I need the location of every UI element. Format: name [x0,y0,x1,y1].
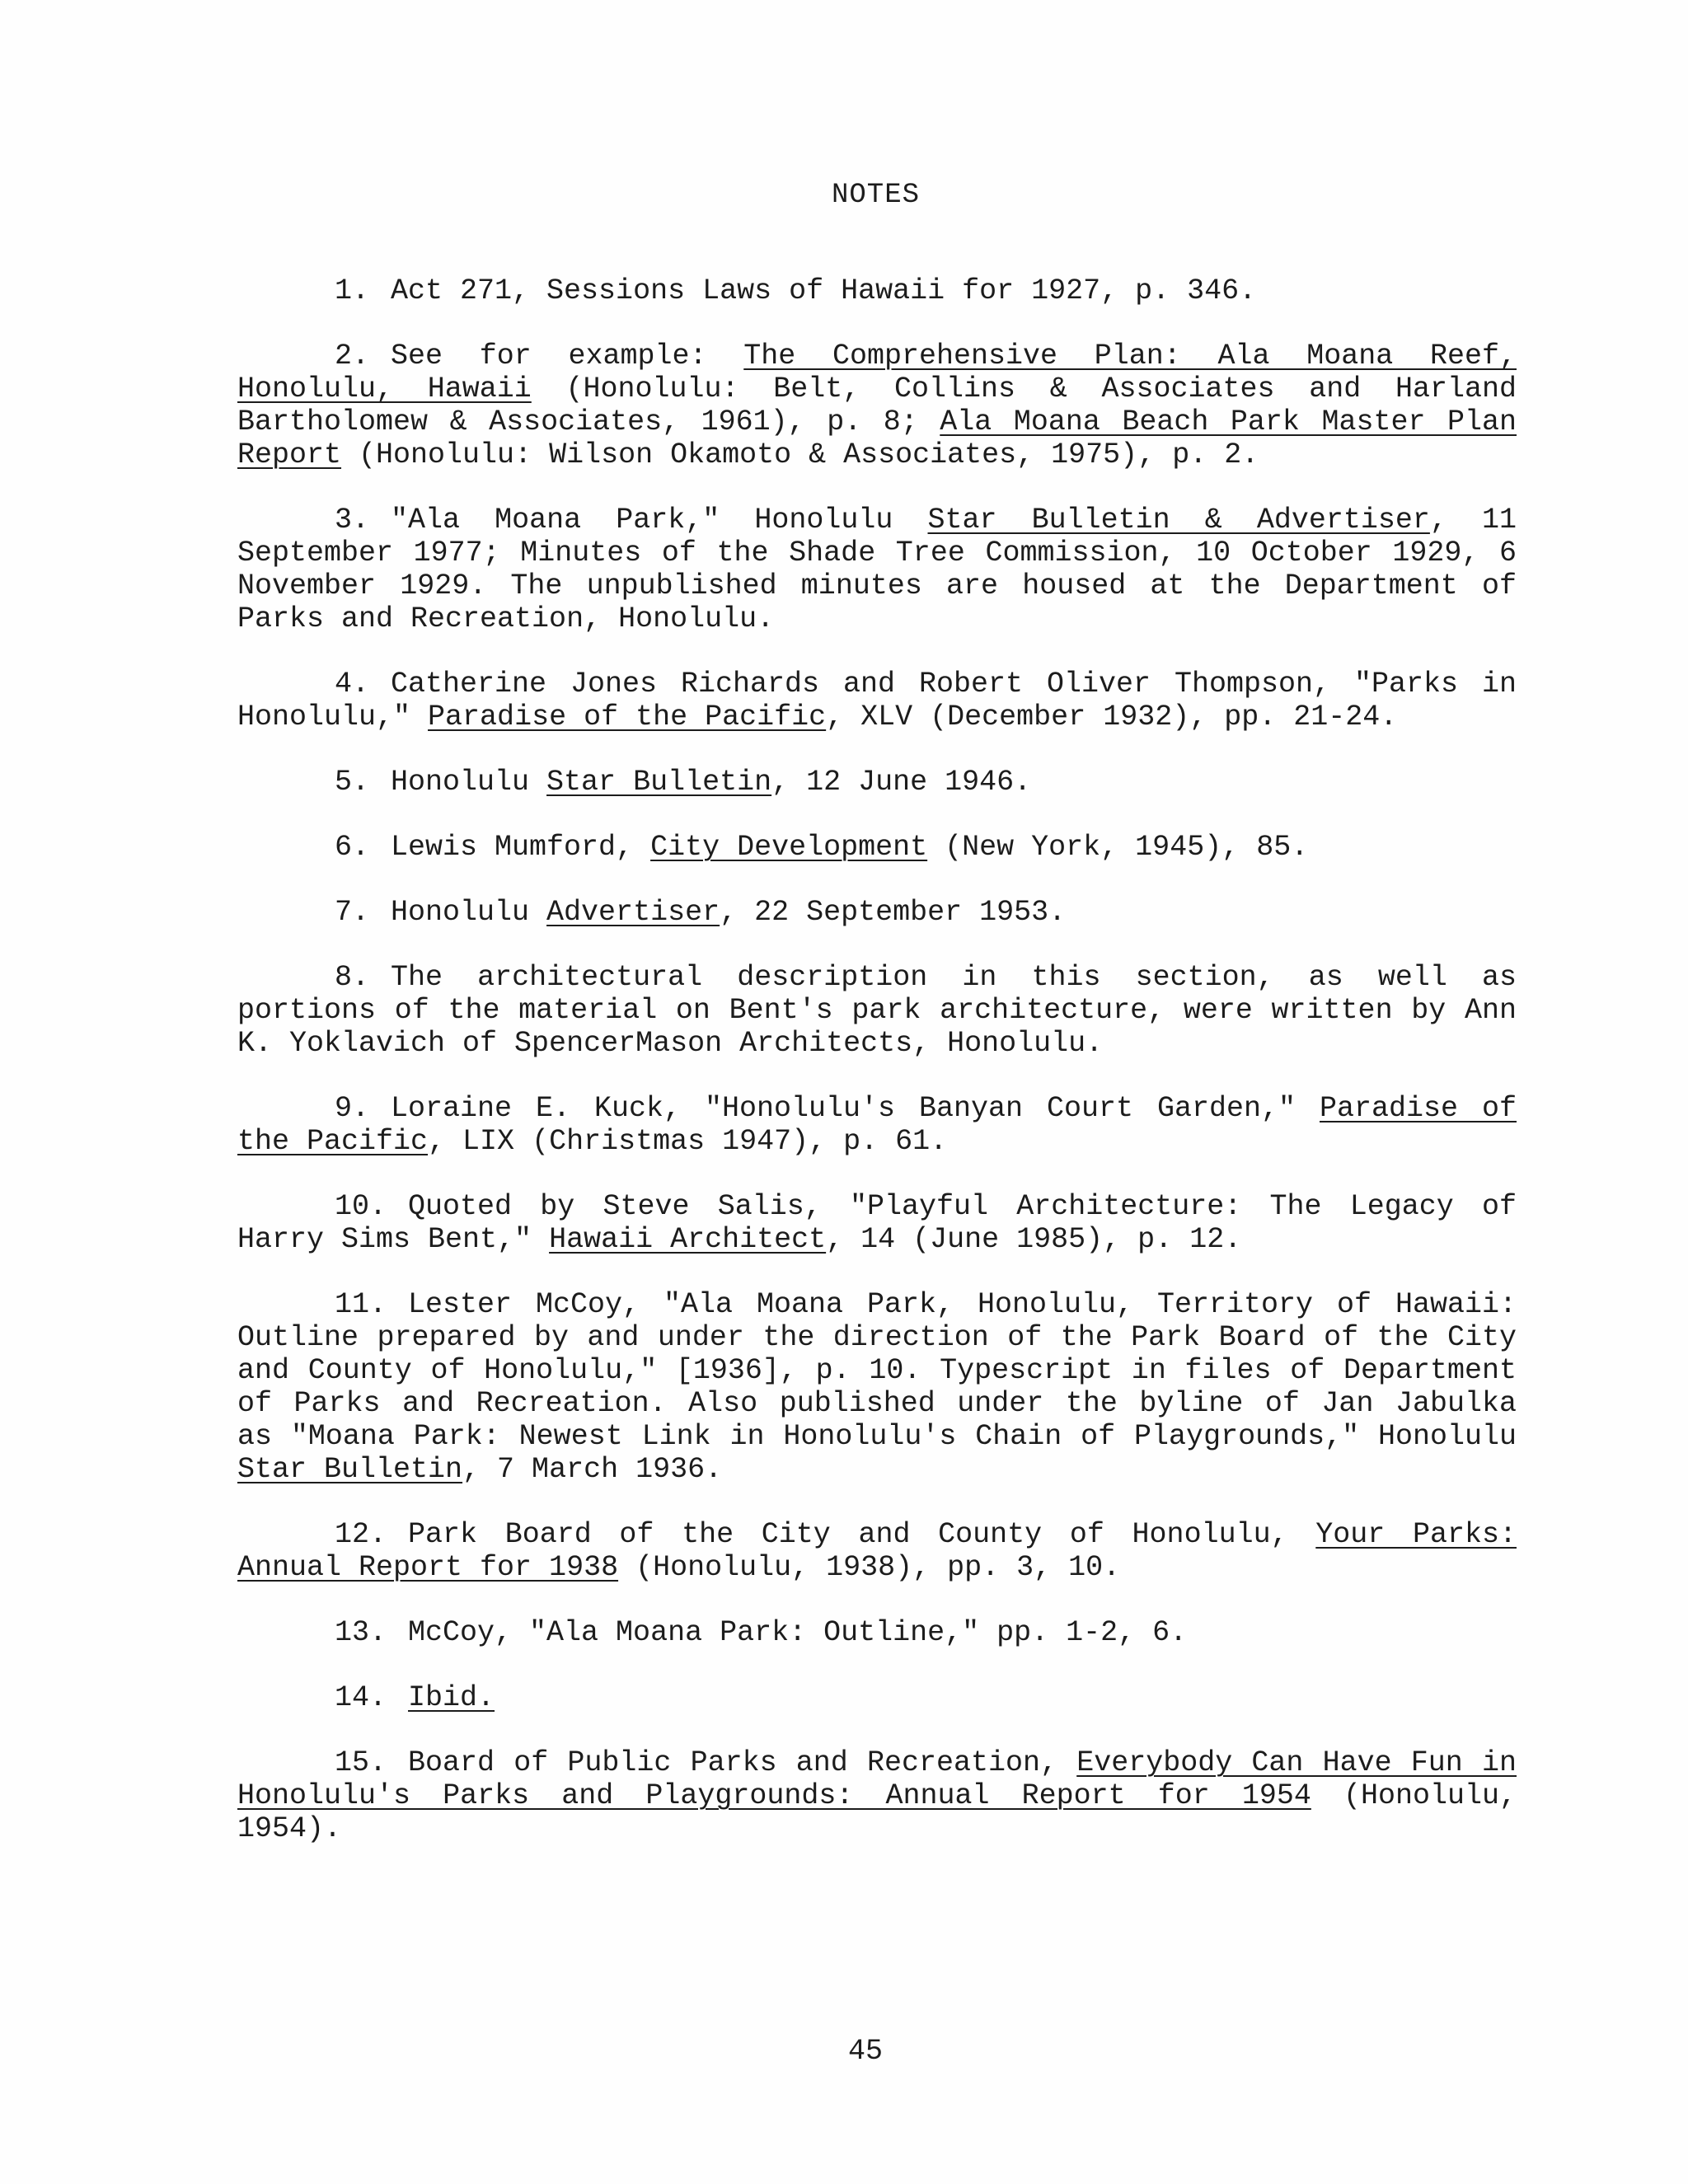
note-number: 14. [335,1681,387,1714]
note-text: The architectural description in this section, as well as portions of the material on Bent's park architecture, were written by Ann K. Yoklavich of SpencerMason Architects, Honolulu. [237,961,1517,1060]
note-text: Lewis Mumford, [391,831,651,864]
note-text: , 11 September 1977; Minutes of the Shade Tree Commission, 10 October 1929, 6 November 1929. The unpublished minutes are housed at the Department of Parks and Recreation, Honolulu. [237,504,1517,635]
note-citation-title: Your Parks: Annual Report for 1938 [237,1518,1517,1584]
note-text: Park Board of the City and County of Honolulu, [408,1518,1316,1551]
note-text: McCoy, "Ala Moana Park: Outline," pp. 1-2, 6. [408,1616,1188,1649]
note-number: 8. [335,961,370,994]
note-number: 9. [335,1092,370,1125]
note-text: , 7 March 1936. [462,1453,723,1486]
note-citation-title: Ibid. [408,1681,495,1714]
note-text: Honolulu [391,766,547,799]
note-number: 2. [335,340,370,373]
note-citation-title: Everybody Can Have Fun in Honolulu's Parks and Playgrounds: Annual Report for 1954 [237,1746,1517,1812]
note-item [237,340,1517,471]
note-text: , 22 September 1953. [720,896,1067,929]
note-item [237,896,1517,929]
note-number: 4. [335,668,370,701]
note-text: , 14 (June 1985), p. 12. [826,1223,1242,1256]
note-item [237,668,1517,733]
note-citation-title: Paradise of the Pacific [237,1092,1517,1158]
note-citation-title: Ala Moana Beach Park Master Plan Report [237,405,1517,471]
note-text: Honolulu [391,896,547,929]
note-item [237,831,1517,864]
note-citation-title: City Development [650,831,928,864]
note-number: 1. [335,274,370,307]
note-item [237,1681,1517,1714]
note-text: Quoted by Steve Salis, "Playful Architecture: The Legacy of Harry Sims Bent," [237,1190,1517,1256]
note-text: (Honolulu: Belt, Collins & Associates and Harland Bartholomew & Associates, 1961), p. 8; [237,373,1517,438]
note-text: (Honolulu, 1938), pp. 3, 10. [618,1551,1121,1584]
note-text: , XLV (December 1932), pp. 21-24. [826,701,1398,733]
note-text: Lester McCoy, "Ala Moana Park, Honolulu, Territory of Hawaii: Outline prepared by and under the direction of the Park Board of the City and County of Honolulu," [1936], p. 10. Typescript in files of Department of Parks and Recreation. Also published under the byline of Jan Jabulka as "Moana Park: Newest Link in Honolulu's Chain of Playgrounds," Honolulu [237,1288,1517,1453]
note-number: 7. [335,896,370,929]
note-item [237,961,1517,1060]
note-citation-title: Star Bulletin [237,1453,463,1486]
note-text: Loraine E. Kuck, "Honolulu's Banyan Court Garden," [391,1092,1320,1125]
note-number: 15. [335,1746,387,1779]
note-text: Board of Public Parks and Recreation, [408,1746,1077,1779]
note-number: 3. [335,504,370,537]
note-item [237,1746,1517,1845]
note-number: 12. [335,1518,387,1551]
notes-list [237,274,1517,1845]
note-text: , 12 June 1946. [771,766,1032,799]
note-number: 13. [335,1616,387,1649]
note-text: "Ala Moana Park," Honolulu [391,504,928,537]
note-item [237,1616,1517,1649]
note-text: Catherine Jones Richards and Robert Oliver Thompson, "Parks in Honolulu," [237,668,1517,733]
note-number: 6. [335,831,370,864]
note-text: Act 271, Sessions Laws of Hawaii for 1927, p. 346. [391,274,1257,307]
note-citation-title: Advertiser [546,896,720,929]
note-citation-title: Star Bulletin [546,766,772,799]
note-number: 5. [335,766,370,799]
note-item [237,1190,1517,1256]
note-item [237,504,1517,635]
note-item [237,1288,1517,1486]
note-text: , LIX (Christmas 1947), p. 61. [428,1125,948,1158]
note-item [237,1092,1517,1158]
note-citation-title: Hawaii Architect [549,1223,827,1256]
note-item [237,1518,1517,1584]
note-citation-title: The Comprehensive Plan: Ala Moana Reef, Honolulu, Hawaii [237,340,1517,405]
note-item [237,274,1517,307]
note-citation-title: Star Bulletin & Advertiser [927,504,1430,537]
note-number: 10. [335,1190,387,1223]
note-citation-title: Paradise of the Pacific [428,701,827,733]
note-text: (New York, 1945), 85. [927,831,1309,864]
note-item [237,766,1517,799]
page-number: 45 [847,2035,883,2068]
page-heading: NOTES [831,180,921,211]
note-text: See for example: [391,340,744,373]
note-text: (Honolulu: Wilson Okamoto & Associates, 1975), p. 2. [341,438,1259,471]
note-number: 11. [335,1288,387,1321]
note-text: (Honolulu, 1954). [237,1779,1517,1845]
